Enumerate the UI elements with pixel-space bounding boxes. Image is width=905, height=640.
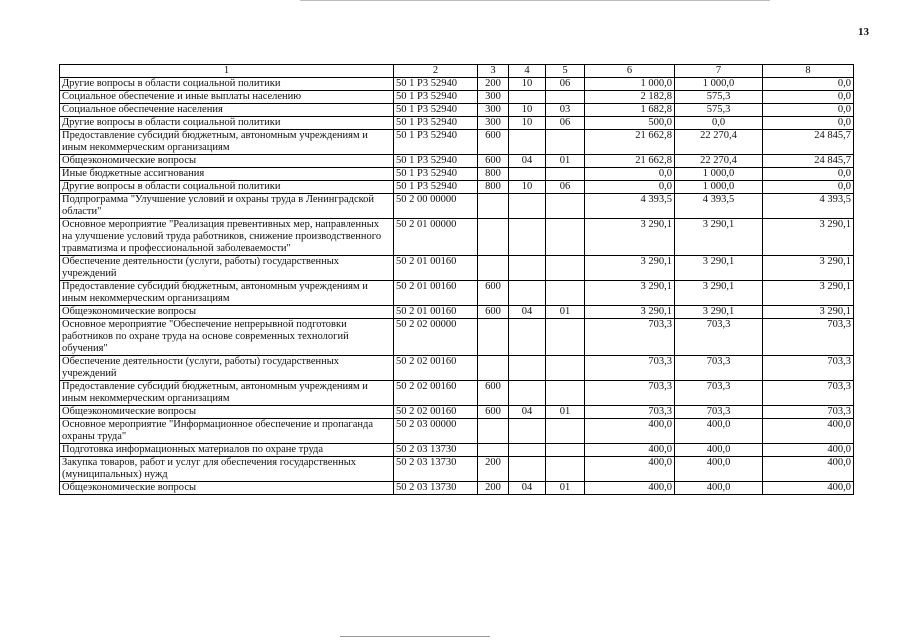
row-year1-cell: 3 290,1 bbox=[585, 306, 675, 319]
row-year2-cell: 703,3 bbox=[675, 406, 763, 419]
row-year2-cell: 400,0 bbox=[675, 444, 763, 457]
row-year3-cell: 3 290,1 bbox=[763, 306, 854, 319]
row-year3-cell: 703,3 bbox=[763, 356, 854, 381]
header-cell: 7 bbox=[675, 65, 763, 78]
table-row bbox=[60, 219, 854, 256]
row-vr-cell bbox=[478, 219, 509, 256]
row-name-cell: Подготовка информационных материалов по охране труда bbox=[60, 444, 394, 457]
row-year2-cell: 4 393,5 bbox=[675, 194, 763, 219]
row-vr-cell: 600 bbox=[478, 155, 509, 168]
row-name-cell: Социальное обеспечение населения bbox=[60, 104, 394, 117]
row-code-cell: 50 1 Р3 52940 bbox=[394, 130, 478, 155]
row-code-cell: 50 1 Р3 52940 bbox=[394, 78, 478, 91]
row-vr-cell bbox=[478, 419, 509, 444]
row-year3-cell: 400,0 bbox=[763, 444, 854, 457]
row-vr-cell bbox=[478, 256, 509, 281]
row-code-cell: 50 2 01 00160 bbox=[394, 281, 478, 306]
row-year1-cell: 3 290,1 bbox=[585, 256, 675, 281]
row-code-cell: 50 2 02 00160 bbox=[394, 356, 478, 381]
row-name-cell: Социальное обеспечение и иные выплаты населению bbox=[60, 91, 394, 104]
row-vr-cell: 800 bbox=[478, 168, 509, 181]
row-year3-cell: 703,3 bbox=[763, 381, 854, 406]
row-rz-cell bbox=[509, 194, 546, 219]
row-year3-cell: 3 290,1 bbox=[763, 281, 854, 306]
budget-table bbox=[59, 64, 854, 495]
table-row bbox=[60, 419, 854, 444]
row-year1-cell: 1 000,0 bbox=[585, 78, 675, 91]
row-rz-cell bbox=[509, 130, 546, 155]
row-year3-cell: 703,3 bbox=[763, 406, 854, 419]
row-pr-cell: 06 bbox=[546, 78, 585, 91]
table-row bbox=[60, 168, 854, 181]
row-pr-cell bbox=[546, 381, 585, 406]
row-name-cell: Другие вопросы в области социальной политики bbox=[60, 181, 394, 194]
table-row bbox=[60, 482, 854, 495]
row-vr-cell: 600 bbox=[478, 406, 509, 419]
row-year2-cell: 400,0 bbox=[675, 482, 763, 495]
table-row bbox=[60, 381, 854, 406]
row-year2-cell: 703,3 bbox=[675, 381, 763, 406]
row-year3-cell: 0,0 bbox=[763, 104, 854, 117]
row-name-cell: Основное мероприятие "Обеспечение непрерывной подготовки работников по охране труда на основе современных технологий обучения" bbox=[60, 319, 394, 356]
row-rz-cell bbox=[509, 91, 546, 104]
row-year1-cell: 3 290,1 bbox=[585, 281, 675, 306]
header-cell: 1 bbox=[60, 65, 394, 78]
row-vr-cell: 600 bbox=[478, 381, 509, 406]
row-rz-cell: 04 bbox=[509, 155, 546, 168]
row-vr-cell: 300 bbox=[478, 117, 509, 130]
row-year3-cell: 4 393,5 bbox=[763, 194, 854, 219]
row-rz-cell bbox=[509, 219, 546, 256]
row-year1-cell: 4 393,5 bbox=[585, 194, 675, 219]
table-row bbox=[60, 194, 854, 219]
row-pr-cell: 06 bbox=[546, 181, 585, 194]
row-vr-cell bbox=[478, 319, 509, 356]
table-row bbox=[60, 91, 854, 104]
table-row bbox=[60, 155, 854, 168]
table-row bbox=[60, 281, 854, 306]
row-rz-cell bbox=[509, 356, 546, 381]
row-rz-cell: 10 bbox=[509, 78, 546, 91]
row-year1-cell: 0,0 bbox=[585, 181, 675, 194]
row-name-cell: Общеэкономические вопросы bbox=[60, 306, 394, 319]
row-year2-cell: 1 000,0 bbox=[675, 181, 763, 194]
row-rz-cell: 04 bbox=[509, 482, 546, 495]
row-name-cell: Закупка товаров, работ и услуг для обеспечения государственных (муниципальных) нужд bbox=[60, 457, 394, 482]
row-pr-cell bbox=[546, 457, 585, 482]
row-year1-cell: 703,3 bbox=[585, 381, 675, 406]
row-year1-cell: 0,0 bbox=[585, 168, 675, 181]
row-rz-cell: 04 bbox=[509, 406, 546, 419]
row-year2-cell: 3 290,1 bbox=[675, 306, 763, 319]
row-year1-cell: 500,0 bbox=[585, 117, 675, 130]
row-code-cell: 50 1 Р3 52940 bbox=[394, 117, 478, 130]
row-name-cell: Общеэкономические вопросы bbox=[60, 155, 394, 168]
row-name-cell: Подпрограмма "Улучшение условий и охраны труда в Ленинградской области" bbox=[60, 194, 394, 219]
table-row bbox=[60, 319, 854, 356]
row-name-cell: Основное мероприятие "Информационное обеспечение и пропаганда охраны труда" bbox=[60, 419, 394, 444]
row-pr-cell bbox=[546, 319, 585, 356]
bottom-scan-rule bbox=[340, 636, 490, 637]
row-year2-cell: 575,3 bbox=[675, 91, 763, 104]
table-row bbox=[60, 356, 854, 381]
row-name-cell: Другие вопросы в области социальной политики bbox=[60, 78, 394, 91]
row-name-cell: Иные бюджетные ассигнования bbox=[60, 168, 394, 181]
header-cell: 4 bbox=[509, 65, 546, 78]
row-vr-cell: 300 bbox=[478, 91, 509, 104]
header-cell: 8 bbox=[763, 65, 854, 78]
row-pr-cell bbox=[546, 356, 585, 381]
row-year1-cell: 1 682,8 bbox=[585, 104, 675, 117]
row-year2-cell: 22 270,4 bbox=[675, 155, 763, 168]
row-code-cell: 50 2 02 00000 bbox=[394, 319, 478, 356]
row-pr-cell bbox=[546, 444, 585, 457]
header-cell: 2 bbox=[394, 65, 478, 78]
row-year3-cell: 0,0 bbox=[763, 117, 854, 130]
row-vr-cell: 600 bbox=[478, 130, 509, 155]
row-pr-cell: 01 bbox=[546, 155, 585, 168]
row-code-cell: 50 2 01 00000 bbox=[394, 219, 478, 256]
row-pr-cell: 01 bbox=[546, 306, 585, 319]
row-code-cell: 50 2 02 00160 bbox=[394, 381, 478, 406]
row-vr-cell bbox=[478, 194, 509, 219]
row-vr-cell: 200 bbox=[478, 482, 509, 495]
row-code-cell: 50 2 03 00000 bbox=[394, 419, 478, 444]
table-row bbox=[60, 457, 854, 482]
row-vr-cell: 200 bbox=[478, 457, 509, 482]
row-year2-cell: 703,3 bbox=[675, 356, 763, 381]
row-year1-cell: 400,0 bbox=[585, 482, 675, 495]
row-year3-cell: 703,3 bbox=[763, 319, 854, 356]
row-name-cell: Общеэкономические вопросы bbox=[60, 482, 394, 495]
row-pr-cell bbox=[546, 256, 585, 281]
row-year3-cell: 400,0 bbox=[763, 482, 854, 495]
row-year3-cell: 3 290,1 bbox=[763, 219, 854, 256]
row-year2-cell: 1 000,0 bbox=[675, 168, 763, 181]
row-year1-cell: 400,0 bbox=[585, 419, 675, 444]
row-name-cell: Предоставление субсидий бюджетным, автономным учреждениям и иным некоммерческим организациям bbox=[60, 130, 394, 155]
row-name-cell: Обеспечение деятельности (услуги, работы) государственных учреждений bbox=[60, 356, 394, 381]
row-pr-cell bbox=[546, 130, 585, 155]
row-year2-cell: 703,3 bbox=[675, 319, 763, 356]
row-pr-cell bbox=[546, 419, 585, 444]
row-code-cell: 50 2 03 13730 bbox=[394, 457, 478, 482]
row-year2-cell: 400,0 bbox=[675, 419, 763, 444]
row-vr-cell: 800 bbox=[478, 181, 509, 194]
row-name-cell: Другие вопросы в области социальной политики bbox=[60, 117, 394, 130]
row-rz-cell: 10 bbox=[509, 104, 546, 117]
row-year1-cell: 400,0 bbox=[585, 444, 675, 457]
row-code-cell: 50 1 Р3 52940 bbox=[394, 104, 478, 117]
row-pr-cell: 03 bbox=[546, 104, 585, 117]
row-year2-cell: 3 290,1 bbox=[675, 219, 763, 256]
row-rz-cell bbox=[509, 281, 546, 306]
row-year3-cell: 0,0 bbox=[763, 168, 854, 181]
table-row bbox=[60, 78, 854, 91]
row-rz-cell bbox=[509, 319, 546, 356]
row-rz-cell bbox=[509, 168, 546, 181]
row-year2-cell: 1 000,0 bbox=[675, 78, 763, 91]
row-year3-cell: 400,0 bbox=[763, 457, 854, 482]
row-rz-cell: 04 bbox=[509, 306, 546, 319]
row-code-cell: 50 1 Р3 52940 bbox=[394, 168, 478, 181]
row-year3-cell: 0,0 bbox=[763, 181, 854, 194]
row-year2-cell: 22 270,4 bbox=[675, 130, 763, 155]
row-code-cell: 50 2 01 00160 bbox=[394, 306, 478, 319]
row-year3-cell: 3 290,1 bbox=[763, 256, 854, 281]
row-code-cell: 50 2 01 00160 bbox=[394, 256, 478, 281]
row-rz-cell bbox=[509, 381, 546, 406]
table-row bbox=[60, 406, 854, 419]
row-pr-cell: 01 bbox=[546, 482, 585, 495]
row-year3-cell: 24 845,7 bbox=[763, 155, 854, 168]
row-vr-cell: 600 bbox=[478, 306, 509, 319]
row-year1-cell: 400,0 bbox=[585, 457, 675, 482]
row-year1-cell: 21 662,8 bbox=[585, 155, 675, 168]
row-rz-cell: 10 bbox=[509, 117, 546, 130]
row-vr-cell: 200 bbox=[478, 78, 509, 91]
row-vr-cell bbox=[478, 444, 509, 457]
row-code-cell: 50 2 03 13730 bbox=[394, 444, 478, 457]
row-year2-cell: 3 290,1 bbox=[675, 281, 763, 306]
row-pr-cell bbox=[546, 219, 585, 256]
page-number: 13 bbox=[858, 26, 869, 38]
row-year1-cell: 703,3 bbox=[585, 406, 675, 419]
row-pr-cell bbox=[546, 194, 585, 219]
table-row bbox=[60, 130, 854, 155]
row-rz-cell bbox=[509, 419, 546, 444]
row-code-cell: 50 1 Р3 52940 bbox=[394, 155, 478, 168]
row-year1-cell: 3 290,1 bbox=[585, 219, 675, 256]
row-code-cell: 50 1 Р3 52940 bbox=[394, 181, 478, 194]
row-year1-cell: 703,3 bbox=[585, 319, 675, 356]
row-name-cell: Обеспечение деятельности (услуги, работы) государственных учреждений bbox=[60, 256, 394, 281]
row-year2-cell: 0,0 bbox=[675, 117, 763, 130]
row-name-cell: Предоставление субсидий бюджетным, автономным учреждениям и иным некоммерческим организациям bbox=[60, 381, 394, 406]
table-row bbox=[60, 444, 854, 457]
row-rz-cell bbox=[509, 256, 546, 281]
table-header-row bbox=[60, 65, 854, 78]
top-scan-rule bbox=[300, 0, 770, 1]
table-row bbox=[60, 256, 854, 281]
row-code-cell: 50 2 03 13730 bbox=[394, 482, 478, 495]
row-code-cell: 50 2 02 00160 bbox=[394, 406, 478, 419]
row-year2-cell: 3 290,1 bbox=[675, 256, 763, 281]
table-row bbox=[60, 306, 854, 319]
row-vr-cell: 600 bbox=[478, 281, 509, 306]
row-year3-cell: 400,0 bbox=[763, 419, 854, 444]
row-year1-cell: 21 662,8 bbox=[585, 130, 675, 155]
row-code-cell: 50 2 00 00000 bbox=[394, 194, 478, 219]
row-vr-cell bbox=[478, 356, 509, 381]
table-row bbox=[60, 104, 854, 117]
row-rz-cell bbox=[509, 457, 546, 482]
row-pr-cell bbox=[546, 91, 585, 104]
row-pr-cell bbox=[546, 281, 585, 306]
row-name-cell: Основное мероприятие "Реализация превентивных мер, направленных на улучшение условий труда работников, снижение производственного травматизма и профессиональной заболеваемости" bbox=[60, 219, 394, 256]
row-name-cell: Предоставление субсидий бюджетным, автономным учреждениям и иным некоммерческим организациям bbox=[60, 281, 394, 306]
row-year2-cell: 400,0 bbox=[675, 457, 763, 482]
row-vr-cell: 300 bbox=[478, 104, 509, 117]
row-pr-cell bbox=[546, 168, 585, 181]
row-rz-cell: 10 bbox=[509, 181, 546, 194]
row-code-cell: 50 1 Р3 52940 bbox=[394, 91, 478, 104]
row-rz-cell bbox=[509, 444, 546, 457]
table-row bbox=[60, 181, 854, 194]
header-cell: 6 bbox=[585, 65, 675, 78]
row-year1-cell: 703,3 bbox=[585, 356, 675, 381]
row-year3-cell: 0,0 bbox=[763, 78, 854, 91]
row-year3-cell: 0,0 bbox=[763, 91, 854, 104]
row-year2-cell: 575,3 bbox=[675, 104, 763, 117]
row-pr-cell: 06 bbox=[546, 117, 585, 130]
row-year1-cell: 2 182,8 bbox=[585, 91, 675, 104]
header-cell: 5 bbox=[546, 65, 585, 78]
row-year3-cell: 24 845,7 bbox=[763, 130, 854, 155]
row-pr-cell: 01 bbox=[546, 406, 585, 419]
header-cell: 3 bbox=[478, 65, 509, 78]
table-row bbox=[60, 117, 854, 130]
row-name-cell: Общеэкономические вопросы bbox=[60, 406, 394, 419]
